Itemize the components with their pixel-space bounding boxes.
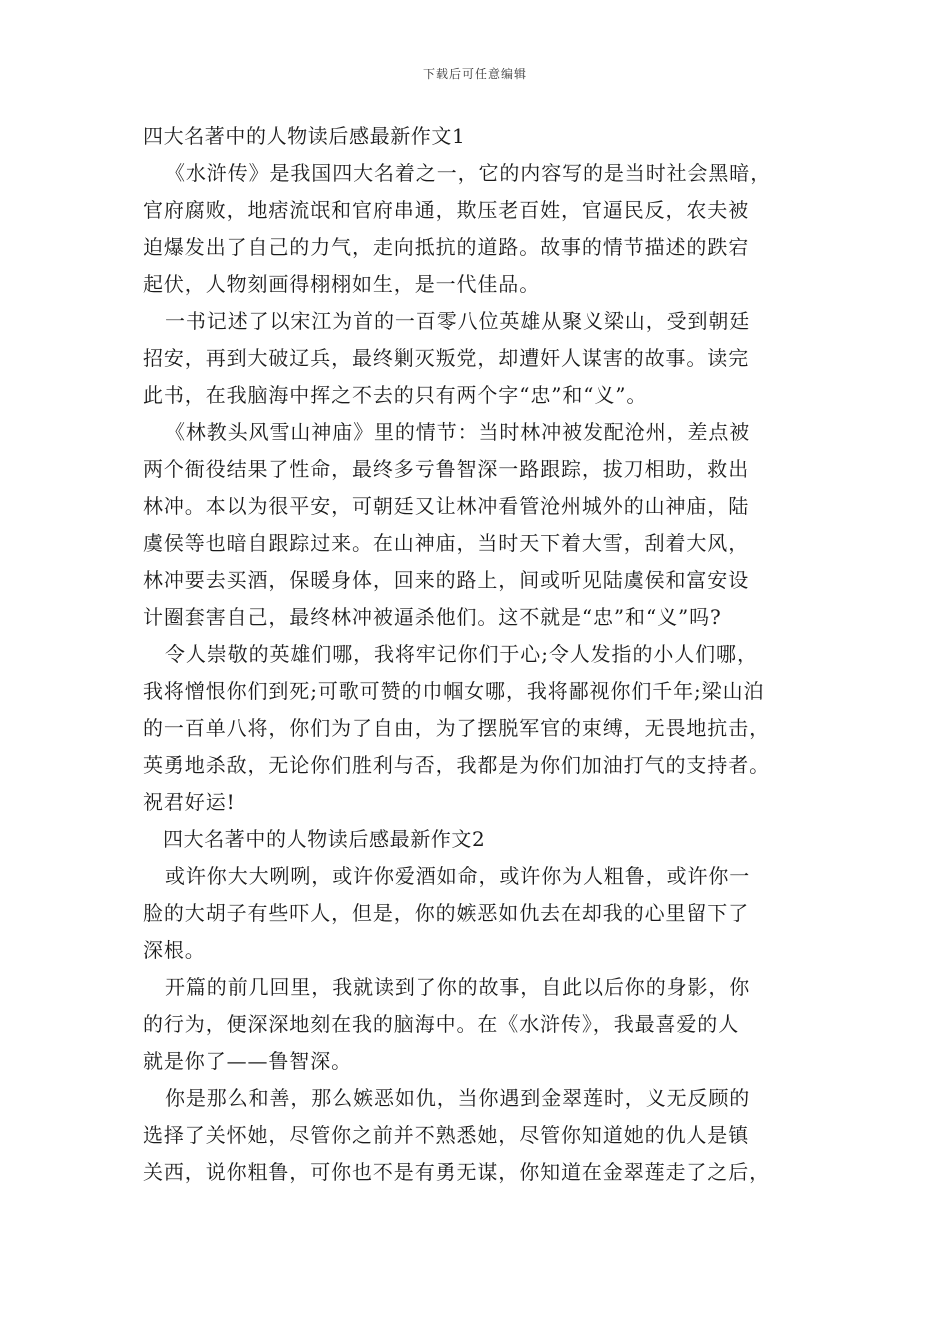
text-line: 或许你大大咧咧，或许你爱酒如命，或许你为人粗鲁，或许你一	[165, 864, 751, 888]
document-body	[143, 118, 823, 1191]
text-line: 开篇的前几回里，我就读到了你的故事，自此以后你的身影，你	[165, 975, 751, 999]
text-line: 起伏，人物刻画得栩栩如生，是一代佳品。	[143, 272, 541, 296]
text-line: 此书，在我脑海中挥之不去的只有两个字“忠”和“义”。	[143, 383, 648, 407]
text-line: 两个衙役结果了性命，最终多亏鲁智深一路跟踪，拔刀相助，救出	[143, 457, 750, 481]
text-line: 令人崇敬的英雄们哪，我将牢记你们于心;令人发指的小人们哪，	[165, 642, 758, 666]
text-line: 计圈套害自己，最终林冲被逼杀他们。这不就是“忠”和“义”吗?	[143, 605, 722, 629]
text-line: 官府腐败，地痞流氓和官府串通，欺压老百姓，官逼民反，农夫被	[143, 198, 750, 222]
text-line: 林冲要去买酒，保暖身体，回来的路上，间或听见陆虞侯和富安设	[143, 568, 750, 592]
text-line: 林冲。本以为很平安，可朝廷又让林冲看管沧州城外的山神庙，陆	[143, 494, 750, 518]
text-line: 的一百单八将，你们为了自由，为了摆脱军官的束缚，无畏地抗击，	[143, 716, 770, 740]
text-line: 一书记述了以宋江为首的一百零八位英雄从聚义梁山，受到朝廷	[165, 309, 751, 333]
text-line: 英勇地杀敌，无论你们胜利与否，我都是为你们加油打气的支持者。	[143, 753, 770, 777]
text-line: 《林教头风雪山神庙》里的情节：当时林冲被发配沧州，差点被	[165, 420, 751, 444]
page-header: 下载后可任意编辑	[422, 67, 527, 81]
text-line: 的行为，便深深地刻在我的脑海中。在《水浒传》，我最喜爱的人	[143, 1012, 740, 1036]
text-line: 深根。	[143, 938, 206, 962]
text-line: 《水浒传》是我国四大名着之一，它的内容写的是当时社会黑暗，	[165, 161, 772, 185]
text-line: 我将憎恨你们到死;可歌可赞的巾帼女哪，我将鄙视你们千年;梁山泊	[143, 679, 765, 703]
text-line: 脸的大胡子有些吓人，但是，你的嫉恶如仇去在却我的心里留下了	[143, 901, 750, 925]
text-line: 祝君好运!	[143, 790, 236, 814]
text-line: 迫爆发出了自己的力气，走向抵抗的道路。故事的情节描述的跌宕	[143, 235, 750, 259]
text-line: 选择了关怀她，尽管你之前并不熟悉她，尽管你知道她的仇人是镇	[143, 1123, 750, 1147]
text-line: 虞侯等也暗自跟踪过来。在山神庙，当时天下着大雪，刮着大风，	[143, 531, 750, 555]
text-line: 招安，再到大破辽兵，最终剿灭叛党，却遭奸人谋害的故事。读完	[143, 346, 750, 370]
text-line: 关西，说你粗鲁，可你也不是有勇无谋，你知道在金翠莲走了之后，	[143, 1160, 770, 1184]
section-heading: 四大名著中的人物读后感最新作文1	[143, 124, 466, 148]
section-heading: 四大名著中的人物读后感最新作文2	[163, 827, 486, 851]
text-line: 你是那么和善，那么嫉恶如仇，当你遇到金翠莲时，义无反顾的	[165, 1086, 751, 1110]
text-line: 就是你了——鲁智深。	[143, 1049, 352, 1073]
